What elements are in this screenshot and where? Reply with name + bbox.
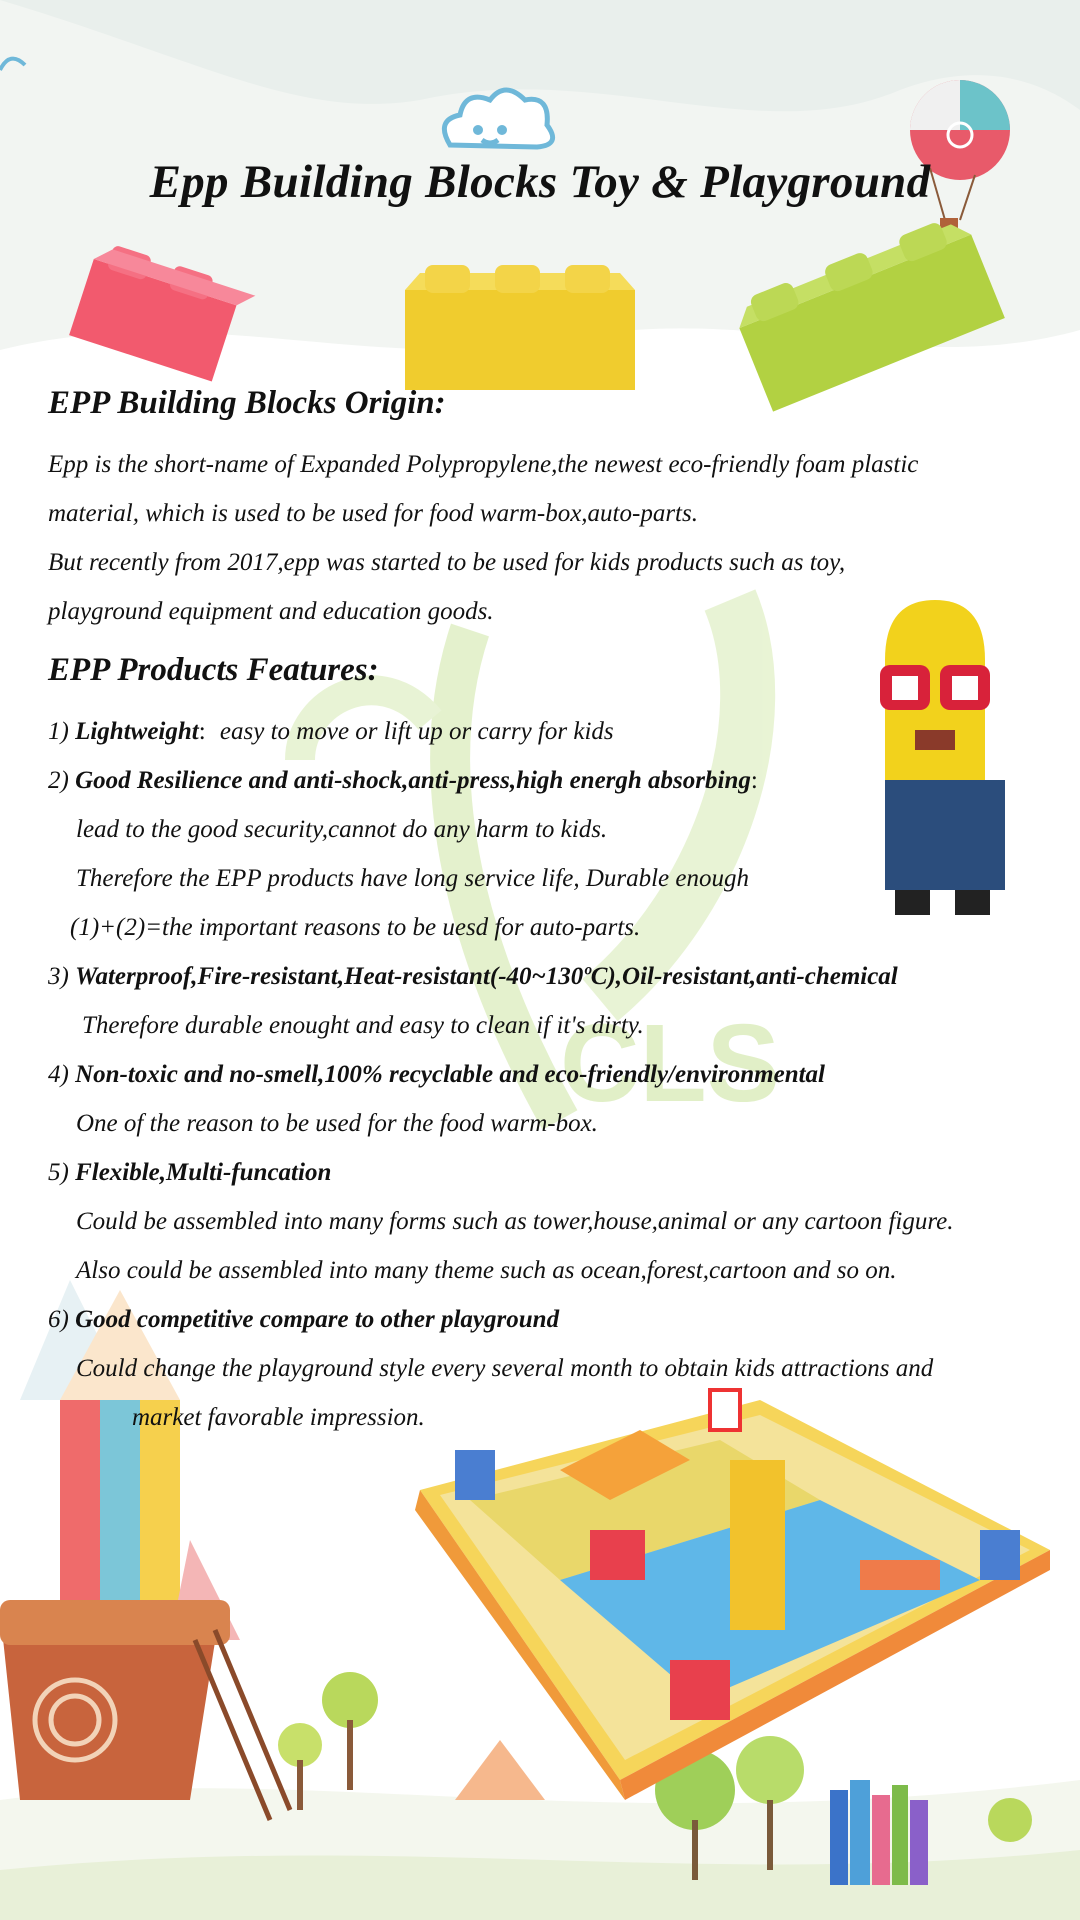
feature-3 xyxy=(48,962,898,992)
feature-3-title: Waterproof,Fire-resistant,Heat-resistant(-40~130ºC),Oil-resistant,anti-chemical xyxy=(75,963,898,990)
feature-4-line-1: One of the reason to be used for the food warm-box. xyxy=(76,1110,598,1137)
feature-2-separator: : xyxy=(750,767,758,794)
feature-5-line-2: Also could be assembled into many theme such as ocean,forest,cartoon and so on. xyxy=(76,1257,897,1284)
feature-6 xyxy=(48,1305,559,1335)
origin-line-3: But recently from 2017,epp was started to be used for kids products such as toy, xyxy=(48,549,846,576)
feature-4-title: Non-toxic and no-smell,100% recyclable and eco-friendly/environmental xyxy=(75,1061,825,1088)
feature-6-number: 6) xyxy=(48,1306,69,1333)
feature-6-title: Good competitive compare to other playground xyxy=(75,1306,560,1333)
feature-2-line-3: (1)+(2)=the important reasons to be uesd for auto-parts. xyxy=(70,914,641,941)
feature-2-line-2: Therefore the EPP products have long service life, Durable enough xyxy=(76,865,749,892)
page-title: Epp Building Blocks Toy & Playground xyxy=(149,156,931,208)
feature-6-line-2: market favorable impression. xyxy=(132,1404,425,1431)
features-heading: EPP Products Features: xyxy=(48,652,379,688)
feature-3-line-1: Therefore durable enought and easy to clean if it's dirty. xyxy=(82,1012,644,1039)
origin-line-4: playground equipment and education goods. xyxy=(48,598,494,625)
origin-line-2: material, which is used to be used for food warm-box,auto-parts. xyxy=(48,500,698,527)
feature-2-title: Good Resilience and anti-shock,anti-press,high energh absorbing xyxy=(75,767,751,794)
feature-3-number: 3) xyxy=(48,963,69,990)
origin-heading: EPP Building Blocks Origin: xyxy=(48,385,446,421)
feature-5-title: Flexible,Multi-funcation xyxy=(75,1159,332,1186)
yellow-block xyxy=(405,265,635,390)
feature-5-number: 5) xyxy=(48,1159,69,1186)
feature-4 xyxy=(48,1060,825,1090)
feature-1-separator: : xyxy=(198,718,206,745)
feature-1-number: 1) xyxy=(48,718,69,745)
feature-2-number: 2) xyxy=(48,767,69,794)
watermark-text: CLS xyxy=(560,1002,780,1125)
feature-2 xyxy=(48,766,758,796)
feature-5-line-1: Could be assembled into many forms such as tower,house,animal or any cartoon figure. xyxy=(76,1208,954,1235)
feature-2-line-1: lead to the good security,cannot do any harm to kids. xyxy=(76,816,608,843)
feature-1-text: easy to move or lift up or carry for kids xyxy=(219,718,614,745)
feature-1 xyxy=(48,717,614,747)
feature-1-title: Lightweight xyxy=(75,718,199,745)
books xyxy=(830,1780,928,1885)
origin-line-1: Epp is the short-name of Expanded Polypropylene,the newest eco-friendly foam plastic xyxy=(48,451,919,478)
feature-4-number: 4) xyxy=(48,1061,69,1088)
feature-6-line-1: Could change the playground style every several month to obtain kids attractions and xyxy=(76,1355,934,1382)
minion-figure xyxy=(880,600,1005,915)
playground-image xyxy=(415,1390,1050,1800)
feature-5 xyxy=(48,1158,331,1188)
